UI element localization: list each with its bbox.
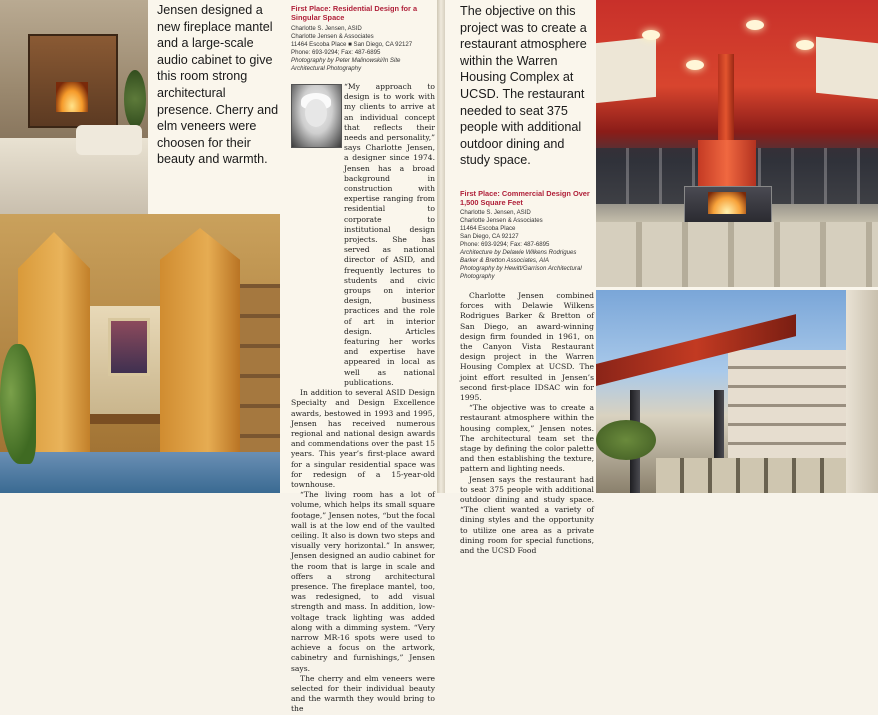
audio-cabinet-photo bbox=[0, 214, 280, 493]
right-article-column bbox=[460, 189, 594, 556]
rug-shape bbox=[0, 452, 280, 493]
right-article-heading: First Place: Commercial Design Over 1,500 Square Feet bbox=[460, 189, 590, 207]
building-shape bbox=[728, 350, 858, 460]
credit-line: Charlotte Jensen & Associates bbox=[291, 33, 374, 40]
tree-shape bbox=[596, 420, 656, 460]
credit-line: 11464 Escoba Place bbox=[460, 225, 516, 232]
artwork-shape bbox=[108, 318, 150, 376]
restaurant-interior-photo bbox=[596, 0, 878, 287]
body-paragraph: Charlotte Jensen combined forces with Delawie Wilkens Rodrigues Barker & Bretton of San Diego, an award-winning design firm founded in 1961, on the Canyon Vista Restaurant design project in the Warren Housing Complex at UCSD. The joint effort resulted in Jensen’s second first-place IDSAC win for 1995. bbox=[460, 291, 594, 403]
ceiling-panel-shape bbox=[816, 37, 878, 100]
shelf-shape bbox=[240, 284, 280, 454]
ceiling-light-shape bbox=[746, 20, 764, 30]
left-article-column bbox=[291, 4, 435, 714]
right-caption: The objective on this project was to create a restaurant atmosphere within the Warren Housing Complex at UCSD. The restaurant needed to seat 375 people with additional outdoor dining and study space. bbox=[460, 4, 587, 168]
body-paragraph: In addition to several ASID Design Specialty and Design Excellence awards, bestowed in 1993 and 1995, Jensen has received numerous regional and national design awards and commendations over the past 15 years. This year’s first-place award for a singular residential space was for redesign of a 15-year-old townhouse. bbox=[291, 388, 435, 489]
tables-shape bbox=[596, 222, 878, 287]
left-article-heading: First Place: Residential Design for a Singular Space bbox=[291, 4, 418, 22]
credit-line: 11464 Escoba Place ■ San Diego, CA 92127 bbox=[291, 41, 413, 48]
outdoor-dining-photo bbox=[596, 290, 878, 493]
fire-shape bbox=[56, 82, 88, 112]
cushion-shape bbox=[76, 125, 142, 155]
body-paragraph: “My approach to design is to work with my clients to arrive at an individual concept that reflects their needs and personality,” says Charlotte Jensen, a designer since 1974. Jensen has a broad background in construction with expertise ranging from residential to corporate to institutional design projects. She has served as national director of ASID, and frequently lectures to students and civic groups on interior design, business practices and the role of art in interior design. Articles featuring her works and expertise have appeared in local as well as national publications. bbox=[344, 82, 435, 387]
wall-shape bbox=[846, 290, 878, 493]
credit-line: Charlotte S. Jensen, ASID bbox=[291, 25, 362, 32]
left-caption: Jensen designed a new fireplace mantel and a large-scale audio cabinet to give this room strong architectural presence. Cherry and elm veneers were choosen for their beauty and warmth. bbox=[157, 3, 279, 167]
mantel-ledge-shape bbox=[88, 414, 162, 424]
body-paragraph: The cherry and elm veneers were selected for their individual beauty and the warmth they would bring to the bbox=[291, 673, 435, 714]
architecture-credit: Architecture by Delawie Wilkens Rodrigues Barker & Bretton Associates, AIA bbox=[460, 249, 577, 264]
credit-line: Phone: 693-9294; Fax: 487-6895 bbox=[460, 241, 550, 248]
ceiling-panel-shape bbox=[596, 37, 656, 103]
ceiling-light-shape bbox=[686, 60, 704, 70]
ceiling-light-shape bbox=[642, 30, 660, 40]
credit-line: Charlotte Jensen & Associates bbox=[460, 217, 543, 224]
page-gutter bbox=[437, 0, 445, 493]
body-paragraph: “The objective was to create a restaurant atmosphere within the housing complex,” Jensen notes. The architectural team set the stage by defining the color palette and then establishing the texture, pattern and lighting needs. bbox=[460, 403, 594, 474]
fireplace-photo bbox=[0, 0, 148, 214]
patio-tables-shape bbox=[656, 458, 878, 493]
ceiling-light-shape bbox=[796, 40, 814, 50]
body-paragraph: Jensen says the restaurant had to seat 375 people with additional outdoor dining and study space. “The client wanted a variety of dining styles and the opportunity to utilize one area as a private dining room for special functions, and the UCSD Food bbox=[460, 474, 594, 556]
flame-shape bbox=[708, 192, 746, 214]
credit-line: Charlotte S. Jensen, ASID bbox=[460, 209, 531, 216]
mantel-shape bbox=[28, 34, 118, 128]
credit-line: Phone: 693-9294; Fax: 487-6895 bbox=[291, 49, 381, 56]
photo-credit: Photography by Hewitt/Garrison Architectural Photography bbox=[460, 265, 582, 280]
body-paragraph: “The living room has a lot of volume, which helps its small square footage,” Jensen notes, “but the focal wall is at the low end of the vaulted ceiling. It also is down two steps and visually very horizontal.” In answer, Jensen designed an audio cabinet for the room that is large in scale and offers a strong architectural presence. The fireplace mantel, too, was redesigned, to add visual strength and mass. In addition, low-voltage track lighting was added along with a dimming system. “Very narrow MR-16 spots were used to achieve a focus on the artwork, cabinetry and furnishings,” Jensen says. bbox=[291, 490, 435, 673]
plant-leaf-shape bbox=[0, 344, 36, 464]
plant-shape bbox=[124, 70, 146, 128]
photo-credit: Photography by Peter Malinowski/In Site Architectural Photography bbox=[291, 57, 401, 72]
credit-line: San Diego, CA 92127 bbox=[460, 233, 519, 240]
fireplace-hood-shape bbox=[698, 140, 756, 186]
